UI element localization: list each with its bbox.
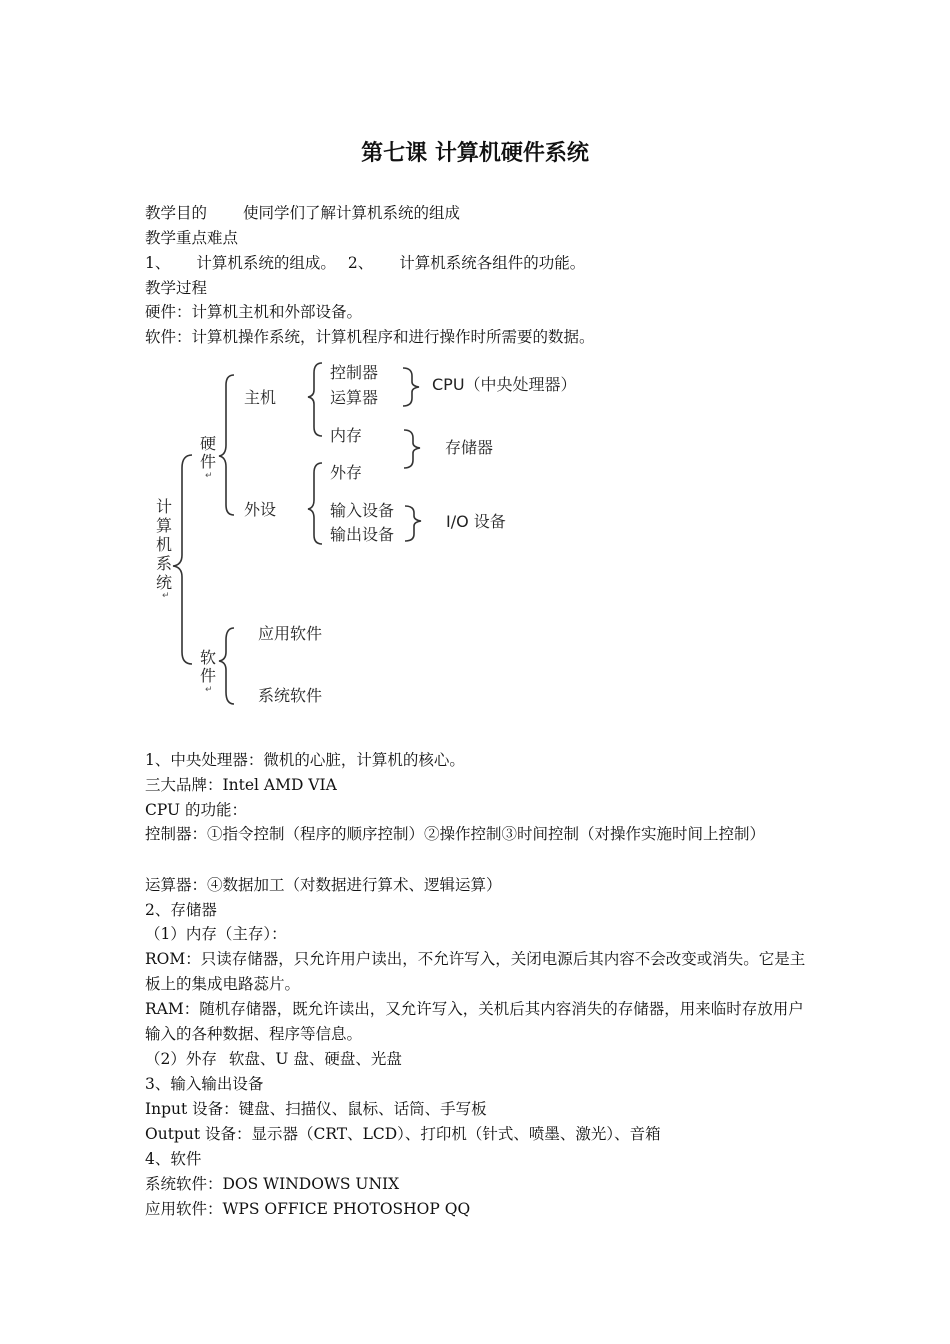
controller-label: 控制器 [330,363,379,382]
output-devices-line: Output 设备：显示器（CRT、LCD）、打印机（针式、喷墨、激光）、音箱 [145,1125,661,1143]
root-char-1: 计 [156,497,173,516]
root-char-2: 算 [156,516,173,535]
software-char-2: 件 [200,666,217,685]
hardware-char-1: 硬 [200,434,217,453]
host-label: 主机 [244,388,277,407]
system-software-line: 系统软件：DOS WINDOWS UNIX [145,1175,400,1193]
memory-label: 内存 [330,426,363,445]
internal-memory-heading: （1）内存（主存）： [145,925,287,943]
controller-paragraph: 控制器：①指令控制（程序的顺序控制）②操作控制③时间控制（对操作实施时间上控制） [145,825,766,843]
root-char-4: 系 [156,554,173,573]
cpu-function-heading: CPU 的功能： [145,801,248,819]
io-heading: 3、输入输出设备 [145,1075,264,1093]
input-device-label: 输入设备 [330,501,395,520]
external-storage-items: 软盘、U 盘、硬盘、光盘 [228,1050,402,1068]
alu-paragraph: 运算器：④数据加工（对数据进行算术、逻辑运算） [145,876,502,894]
hardware-char-2: 件 [200,452,217,471]
root-char-5: 统 [156,573,173,592]
ram-paragraph: RAM：随机存储器，既允许读出，又允许写入，关机后其内容消失的存储器，用来临时存放用户输入的各种数据、程序等信息。 [145,1000,804,1043]
system-software-label: 系统软件 [258,686,323,705]
key-points-heading: 教学重点难点 [145,229,239,247]
input-devices-line: Input 设备：键盘、扫描仪、鼠标、话筒、手写板 [145,1100,487,1118]
point2-text: 计算机系统各组件的功能。 [399,254,586,272]
output-device-label: 输出设备 [330,525,395,544]
goal-label: 教学目的 [145,204,208,222]
external-storage-line [145,1047,810,1071]
software-heading: 4、软件 [145,1150,202,1168]
page-title: 第七课 计算机硬件系统 [361,141,589,166]
return-mark-icon: ↵ [162,591,170,601]
rom-paragraph: ROM：只读存储器，只允许用户读出，不允许写入，关闭电源后其内容不会改变或消失。它是主板上的集成电路蕊片。 [145,950,806,993]
point1-text: 计算机系统的组成。 [196,254,336,272]
return-mark-icon: ↵ [205,471,213,481]
external-storage-label: （2）外存 [145,1050,217,1068]
software-char-1: 软 [200,648,217,667]
external-storage-label: 外存 [330,463,363,482]
app-software-label: 应用软件 [258,624,323,643]
alu-label: 运算器 [330,388,379,407]
software-definition: 软件：计算机操作系统，计算机程序和进行操作时所需要的数据。 [145,328,595,346]
storage-heading: 2、存储器 [145,901,217,919]
point2-number: 2、 [347,254,374,272]
goal-text: 使同学们了解计算机系统的组成 [243,204,461,222]
brands-line: 三大品牌：Intel AMD VIA [145,776,337,794]
storage-label: 存储器 [445,438,494,457]
cpu-label: CPU（中央处理器） [432,375,577,394]
cpu-heading: 1、中央处理器：微机的心脏，计算机的核心。 [145,751,465,769]
io-label: I/O 设备 [446,512,506,531]
peripheral-label: 外设 [244,500,277,519]
hardware-definition: 硬件：计算机主机和外部设备。 [145,303,363,321]
root-char-3: 机 [156,535,173,554]
process-heading: 教学过程 [145,279,208,297]
return-mark-icon: ↵ [205,685,213,695]
app-software-line: 应用软件：WPS OFFICE PHOTOSHOP QQ [145,1200,471,1218]
point1-number: 1、 [145,254,171,272]
